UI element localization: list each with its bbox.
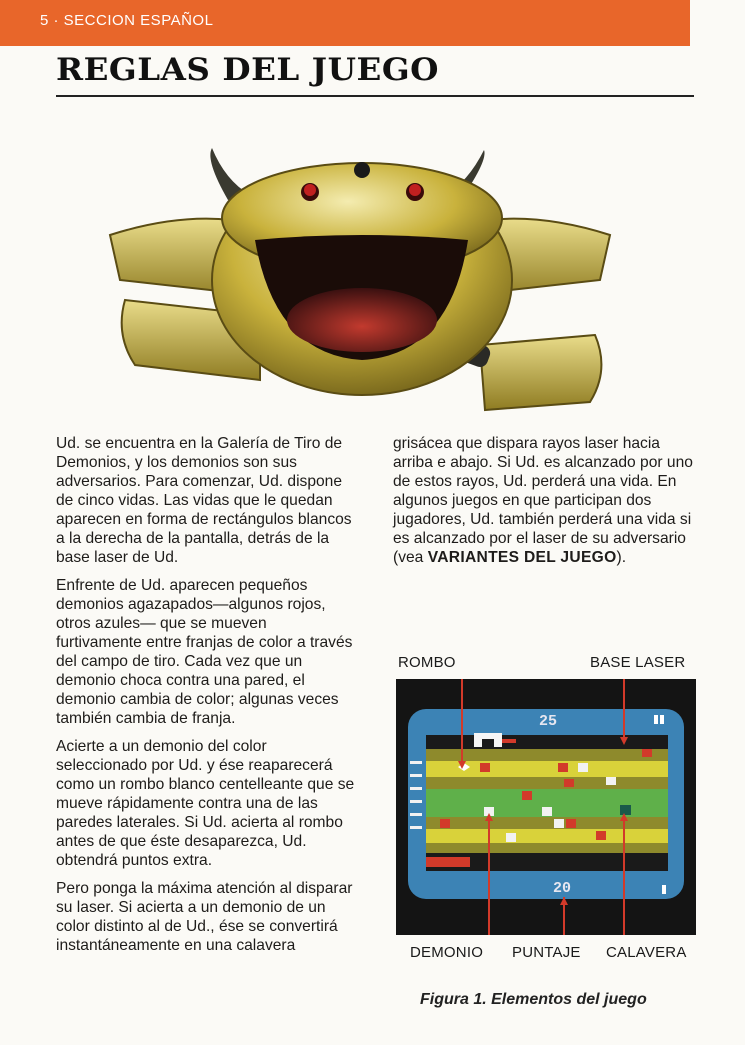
- paragraph: Enfrente de Ud. aparecen pequeños demonios agazapados—algunos rojos, otros azules— que se mueven furtivamente entre franjas de color a través del campo de tiro. Cada vez que un demonio choca contra una pared, el demonio cambia de color; algunas veces también cambia de franja.: [56, 577, 353, 727]
- game-screen-figure: [396, 679, 696, 935]
- label-rombo: ROMBO: [398, 654, 456, 671]
- right-text-column: [393, 434, 693, 576]
- demon-illustration: [100, 140, 620, 430]
- paragraph-text: grisácea que dispara rayos laser hacia arriba e abajo. Si Ud. es alcanzado por uno de estos rayos, Ud. perderá una vida. En algunos juegos en que participan dos jugadores, Ud. también perderá una vida si es alcanzado por el laser de su adversario (vea: [393, 435, 693, 566]
- title-divider: [56, 95, 694, 97]
- paragraph: Acierte a un demonio del color seleccionado por Ud. y ése reaparecerá como un rombo blanco centelleante que se mueve rápidamente contra una de las paredes laterales. Si Ud. acierta al rombo antes de que éste desaparezca, Ud. obtendrá puntos extra.: [56, 738, 355, 869]
- score-top: 25: [538, 713, 558, 730]
- paragraph: Ud. se encuentra en la Galería de Tiro de Demonios, y los demonios son sus adversarios. Para comenzar, Ud. dispone de cinco vidas. Las vidas que le quedan aparecen en forma de rectángulos blancos a la derecha de la pantalla, detrás de la base laser de Ud.: [56, 435, 352, 566]
- paragraph-end: ).: [616, 549, 627, 566]
- label-puntaje: PUNTAJE: [512, 944, 581, 961]
- cross-reference: VARIANTES DEL JUEGO: [427, 549, 617, 566]
- paragraph: Pero ponga la máxima atención al disparar su laser. Si acierta a un demonio de un color distinto al de Ud., ése se convertirá instantáneamente en una calavera: [56, 880, 353, 954]
- paragraph: [393, 434, 693, 567]
- figure-caption: Figura 1. Elementos del juego: [420, 991, 647, 1008]
- page-title: REGLAS DEL JUEGO: [56, 52, 440, 88]
- label-demonio: DEMONIO: [410, 944, 484, 961]
- section-header-text: 5 · SECCION ESPAÑOL: [40, 12, 214, 29]
- label-base-laser: BASE LASER: [590, 654, 686, 671]
- score-bottom: 20: [552, 880, 572, 897]
- left-text-column: [56, 434, 356, 964]
- label-calavera: CALAVERA: [606, 944, 687, 961]
